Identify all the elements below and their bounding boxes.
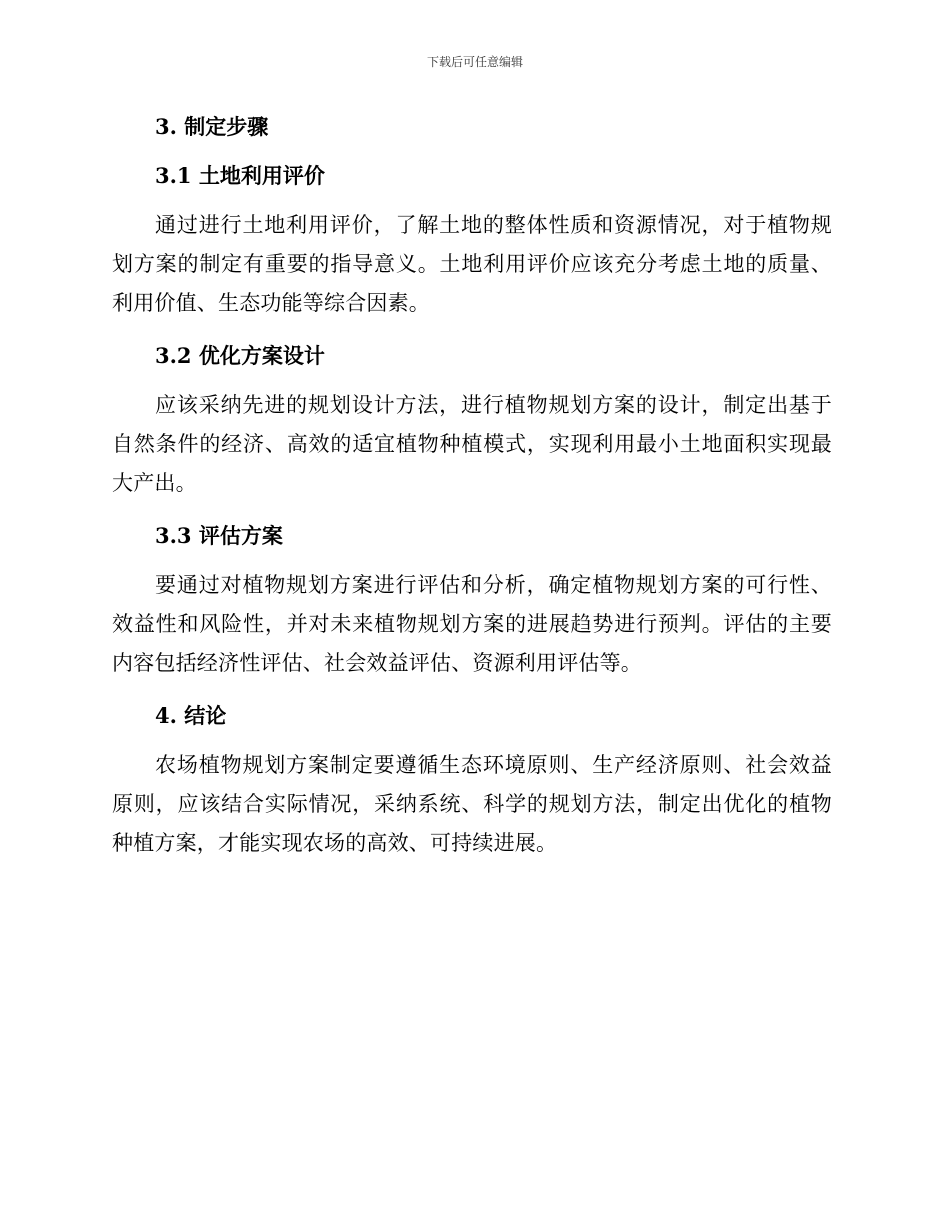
- section-heading-3-2: 3.2 优化方案设计: [155, 343, 325, 368]
- section-heading-4: 4. 结论: [155, 703, 227, 728]
- section-heading-3-3: 3.3 评估方案: [155, 523, 283, 548]
- section-heading-3: 3. 制定步骤: [155, 114, 269, 139]
- paragraph-3-3: 要通过对植物规划方案进行评估和分析，确定植物规划方案的可行性、效益性和风险性，并对未来植物规划方案的进展趋势进行预判。评估的主要内容包括经济性评估、社会效益评估、资源利用评估等。: [112, 573, 832, 675]
- paragraph-3-2: 应该采纳先进的规划设计方法，进行植物规划方案的设计，制定出基于自然条件的经济、高效的适宜植物种植模式，实现利用最小土地面积实现最大产出。: [112, 393, 832, 495]
- header-note: 下载后可任意编辑: [426, 55, 523, 69]
- document-body: [112, 108, 832, 863]
- paragraph-4: 农场植物规划方案制定要遵循生态环境原则、生产经济原则、社会效益原则，应该结合实际情况，采纳系统、科学的规划方法，制定出优化的植物种植方案，才能实现农场的高效、可持续进展。: [112, 753, 832, 855]
- paragraph-3-1: 通过进行土地利用评价，了解土地的整体性质和资源情况，对于植物规划方案的制定有重要的指导意义。土地利用评价应该充分考虑土地的质量、利用价值、生态功能等综合因素。: [112, 213, 832, 315]
- section-heading-3-1: 3.1 土地利用评价: [155, 163, 325, 188]
